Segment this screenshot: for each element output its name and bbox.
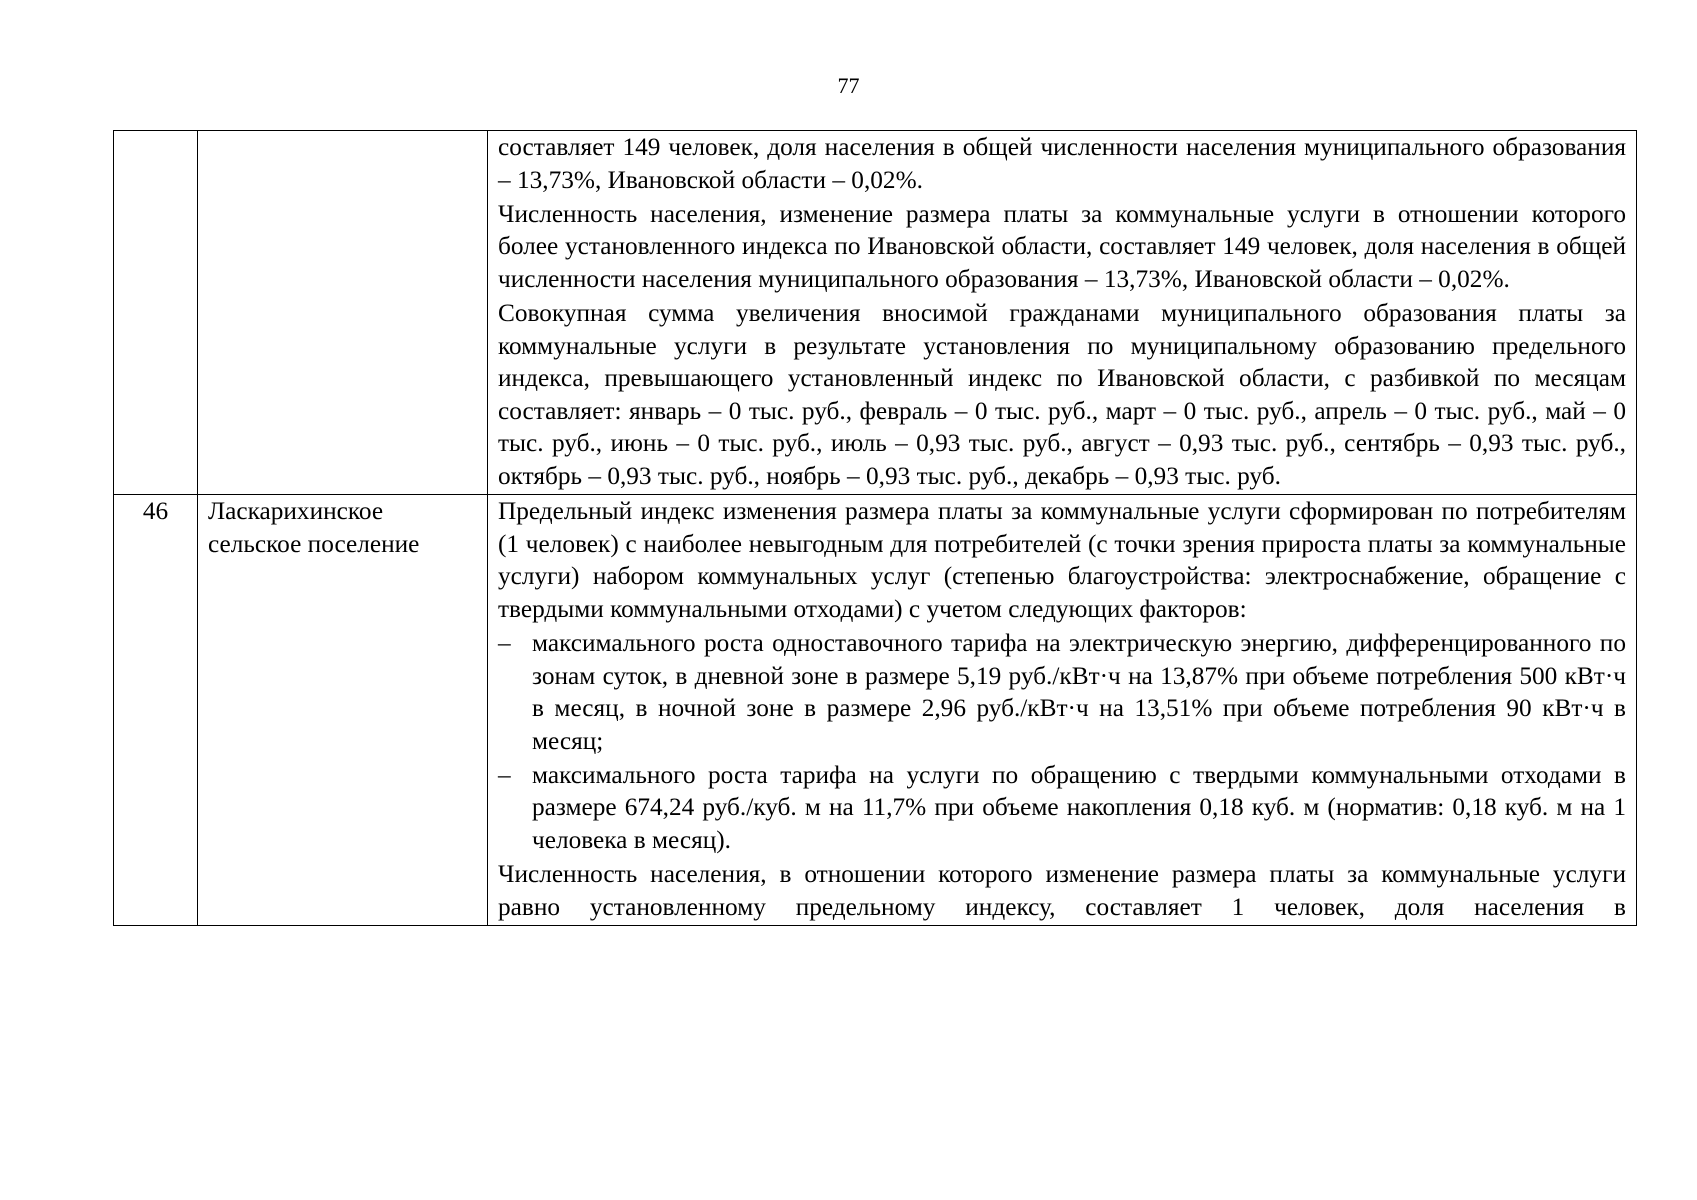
row-number-cell: 46 xyxy=(114,495,198,926)
municipality-name-cell xyxy=(198,131,488,495)
description-cell xyxy=(488,495,1637,926)
municipality-name-cell: Ласкарихинское сельское поселение xyxy=(198,495,488,926)
population-share-paragraph: составляет 149 человек, доля населения в общей численности населения муниципального образования – 13,73%, Ивановской области – 0,02%. xyxy=(498,133,1626,194)
row-number-cell xyxy=(114,131,198,495)
index-formation-paragraph: Предельный индекс изменения размера платы за коммунальные услуги сформирован по потребителям (1 человек) с наиболее невыгодным для потребителей (с точки зрения прироста платы за коммунальные услуги) набором коммунальных услуг (степенью благоустройства: электроснабжение, обращение с твердыми коммунальными отходами) с учетом следующих факторов: xyxy=(498,497,1626,623)
factor-list-item xyxy=(498,627,1626,757)
list-dash: – xyxy=(498,628,511,657)
population-above-index-paragraph: Численность населения, изменение размера платы за коммунальные услуги в отношении которого более установленного индекса по Ивановской области, составляет 149 человек, доля населения в общей численности населения муниципального образования – 13,73%, Ивановской области – 0,02%. xyxy=(498,199,1626,293)
monthly-increase-paragraph: Совокупная сумма увеличения вносимой гражданами муниципального образования платы за коммунальные услуги в результате установления по муниципальному образованию предельного индекса, превышающего установленный индекс по Ивановской области, с разбивкой по месяцам составляет: январь – 0 тыс. руб., февраль – 0 тыс. руб., март – 0 тыс. руб., апрель – 0 тыс. руб., май – 0 тыс. руб., июнь – 0 тыс. руб., июль – 0,93 тыс. руб., август – 0,93 тыс. руб., сентябрь – 0,93 тыс. руб., октябрь – 0,93 тыс. руб., ноябрь – 0,93 тыс. руб., декабрь – 0,93 тыс. руб. xyxy=(498,298,1626,490)
page-number: 77 xyxy=(837,73,860,98)
table-row xyxy=(114,131,1637,495)
waste-tariff-factor: максимального роста тарифа на услуги по обращению с твердыми коммунальными отходами в размере 674,24 руб./куб. м на 11,7% при объеме накопления 0,18 куб. м (норматив: 0,18 куб. м на 1 человека в месяц). xyxy=(532,760,1626,854)
factor-list-item xyxy=(498,759,1626,857)
table-row xyxy=(114,495,1637,926)
electricity-tariff-factor: максимального роста одноставочного тарифа на электрическую энергию, дифференцированного по зонам суток, в дневной зоне в размере 5,19 руб./кВт·ч на 13,87% при объеме потребления 500 кВт·ч в месяц, в ночной зоне в размере 2,96 руб./кВт·ч на 13,51% при объеме потребления 90 кВт·ч в месяц; xyxy=(532,628,1626,755)
description-cell xyxy=(488,131,1637,495)
list-dash: – xyxy=(498,760,511,789)
tariff-index-table xyxy=(113,130,1637,926)
population-equal-index-paragraph: Численность населения, в отношении которого изменение размера платы за коммунальные услуги равно установленному предельному индексу, составляет 1 человек, доля населения в xyxy=(498,860,1626,921)
